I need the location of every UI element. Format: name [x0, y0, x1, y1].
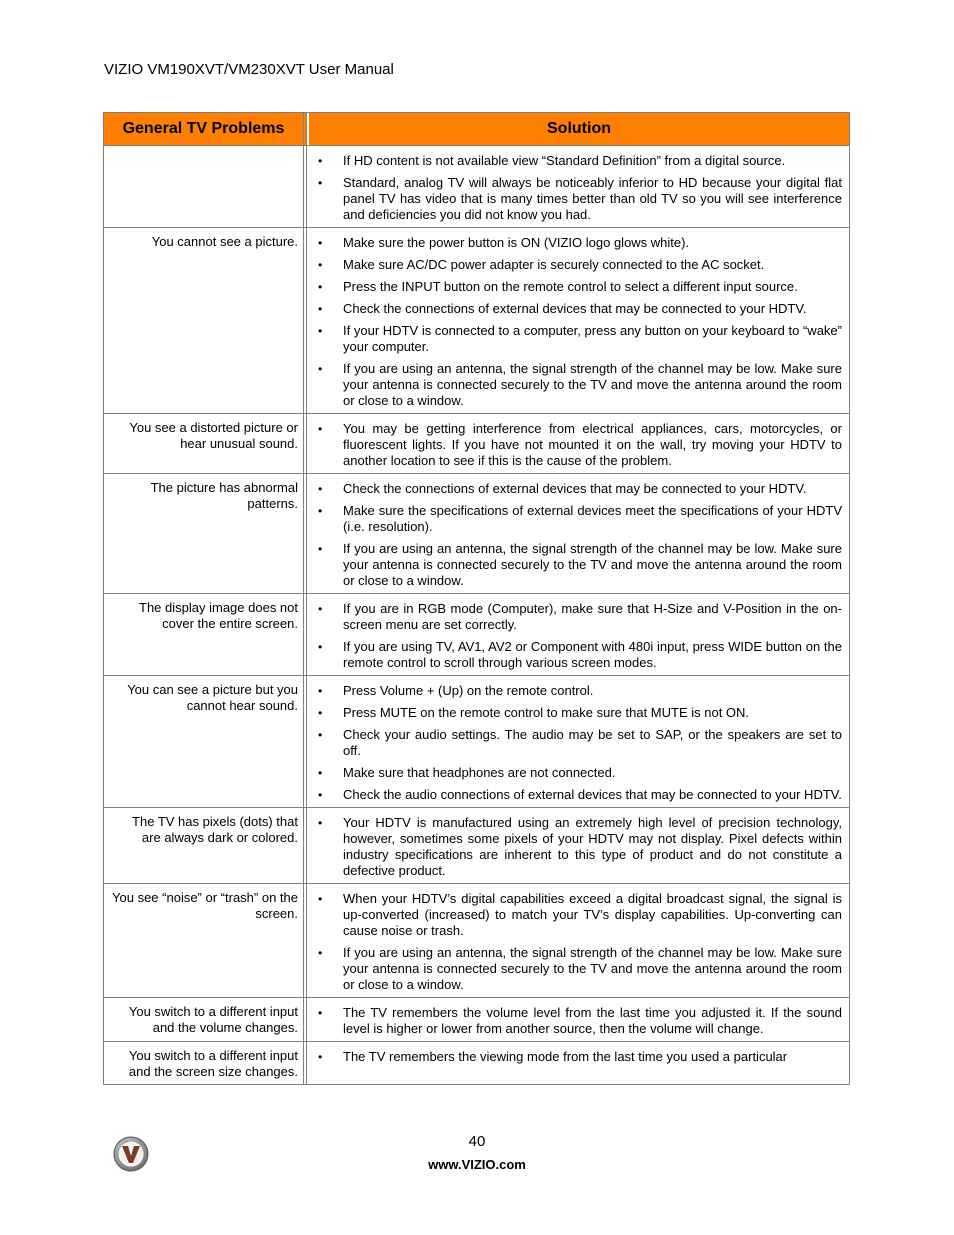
problem-cell: You switch to a different input and the screen size changes. [104, 1042, 307, 1084]
problem-cell: You cannot see a picture. [104, 228, 307, 413]
solution-item: • Check the audio connections of external devices that may be connected to your HDTV. [313, 787, 842, 803]
document-title: VIZIO VM190XVT/VM230XVT User Manual [104, 61, 394, 78]
solution-list [313, 891, 842, 993]
solution-item: • Standard, analog TV will always be noticeably inferior to HD because your digital flat panel TV has video that is many times better than old TV so you will see interference and deficiencies you did not know you had. [313, 175, 842, 223]
page-number: 40 [468, 1133, 486, 1150]
solution-list [313, 421, 842, 469]
solution-list [313, 481, 842, 589]
solution-cell [307, 474, 849, 593]
solution-item: • Make sure the power button is ON (VIZIO logo glows white). [313, 235, 842, 251]
solution-item: • Check the connections of external devices that may be connected to your HDTV. [313, 481, 842, 497]
solution-item: • You may be getting interference from electrical appliances, cars, motorcycles, or fluorescent lights. If you have not mounted it on the wall, try moving your HDTV to another location to see if this is the cause of the problem. [313, 421, 842, 469]
problem-cell: You see “noise” or “trash” on the screen. [104, 884, 307, 997]
table-row [104, 228, 849, 414]
table-row [104, 1042, 849, 1084]
solution-list [313, 601, 842, 671]
solution-item: • Press Volume + (Up) on the remote control. [313, 683, 842, 699]
solution-item: • The TV remembers the volume level from the last time you adjusted it. If the sound level is higher or lower from another source, then the volume will change. [313, 1005, 842, 1037]
solution-cell [307, 998, 849, 1041]
table-row [104, 676, 849, 808]
solution-item: • If you are in RGB mode (Computer), make sure that H-Size and V-Position in the on-screen menu are set correctly. [313, 601, 842, 633]
solution-list [313, 153, 842, 223]
header-solution: Solution [309, 113, 849, 145]
solution-cell [307, 146, 849, 227]
vizio-v-logo-icon [113, 1136, 149, 1172]
table-row [104, 146, 849, 228]
header-general-tv-problems: General TV Problems [104, 113, 307, 145]
problem-cell: You can see a picture but you cannot hear sound. [104, 676, 307, 807]
problem-cell [104, 146, 307, 227]
solution-cell [307, 884, 849, 997]
solution-list [313, 1005, 842, 1037]
solution-item: • The TV remembers the viewing mode from the last time you used a particular [313, 1049, 842, 1065]
problem-cell: You see a distorted picture or hear unusual sound. [104, 414, 307, 473]
solution-item: • Press MUTE on the remote control to make sure that MUTE is not ON. [313, 705, 842, 721]
solution-item: • If HD content is not available view “Standard Definition” from a digital source. [313, 153, 842, 169]
solution-cell [307, 414, 849, 473]
solution-item: • Press the INPUT button on the remote control to select a different input source. [313, 279, 842, 295]
problem-cell: You switch to a different input and the volume changes. [104, 998, 307, 1041]
problem-cell: The display image does not cover the entire screen. [104, 594, 307, 675]
problem-cell: The picture has abnormal patterns. [104, 474, 307, 593]
table-row [104, 594, 849, 676]
solution-item: • Make sure AC/DC power adapter is securely connected to the AC socket. [313, 257, 842, 273]
solution-cell [307, 808, 849, 883]
table-row [104, 884, 849, 998]
solution-list [313, 683, 842, 803]
solution-cell [307, 594, 849, 675]
solution-item: • When your HDTV’s digital capabilities exceed a digital broadcast signal, the signal is up-converted (increased) to match your TV’s display capabilities. Up-converting can cause noise or trash. [313, 891, 842, 939]
table-row [104, 808, 849, 884]
solution-item: • Your HDTV is manufactured using an extremely high level of precision technology, however, sometimes some pixels of your HDTV may not display. Pixel defects within industry specifications are inherent to this type of product and do not constitute a defective product. [313, 815, 842, 879]
troubleshooting-table [103, 112, 850, 1085]
solution-item: • If your HDTV is connected to a computer, press any button on your keyboard to “wake” your computer. [313, 323, 842, 355]
solution-item: • Check your audio settings. The audio may be set to SAP, or the speakers are set to off. [313, 727, 842, 759]
footer-url: www.VIZIO.com [428, 1157, 526, 1172]
table-row [104, 414, 849, 474]
solution-list [313, 815, 842, 879]
solution-item: • If you are using an antenna, the signal strength of the channel may be low. Make sure your antenna is connected securely to the TV and move the antenna around the room or close to a window. [313, 361, 842, 409]
solution-cell [307, 228, 849, 413]
solution-cell [307, 1042, 849, 1084]
solution-item: • Check the connections of external devices that may be connected to your HDTV. [313, 301, 842, 317]
problem-cell: The TV has pixels (dots) that are always dark or colored. [104, 808, 307, 883]
solution-cell [307, 676, 849, 807]
solution-list [313, 235, 842, 409]
table-body [104, 146, 849, 1084]
solution-item: • If you are using an antenna, the signal strength of the channel may be low. Make sure your antenna is connected securely to the TV and move the antenna around the room or close to a window. [313, 945, 842, 993]
solution-item: • Make sure that headphones are not connected. [313, 765, 842, 781]
table-header-row [104, 113, 849, 146]
solution-item: • If you are using an antenna, the signal strength of the channel may be low. Make sure your antenna is connected securely to the TV and move the antenna around the room or close to a window. [313, 541, 842, 589]
table-row [104, 474, 849, 594]
table-row [104, 998, 849, 1042]
solution-list [313, 1049, 842, 1065]
solution-item: • Make sure the specifications of external devices meet the specifications of your HDTV (i.e. resolution). [313, 503, 842, 535]
solution-item: • If you are using TV, AV1, AV2 or Component with 480i input, press WIDE button on the remote control to scroll through various screen modes. [313, 639, 842, 671]
